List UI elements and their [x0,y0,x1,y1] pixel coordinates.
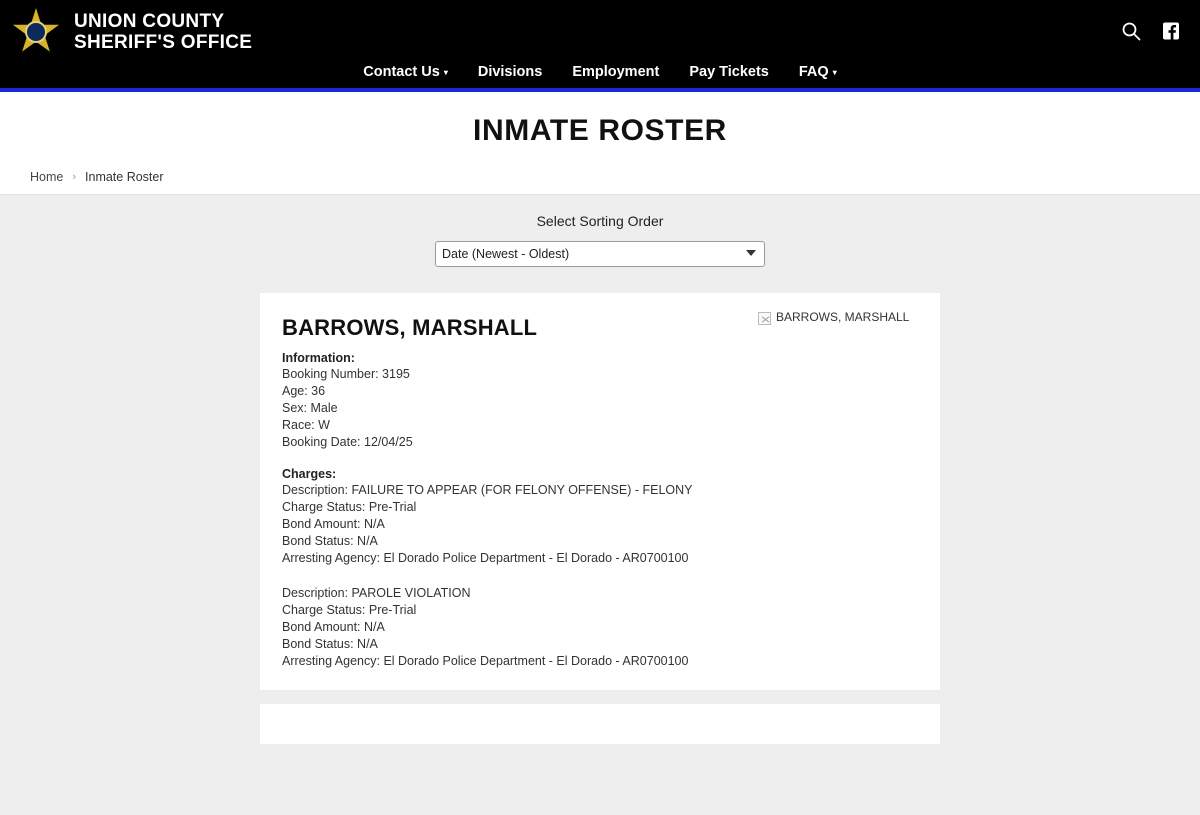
charge-status: Charge Status: Pre-Trial [282,500,417,514]
info-race: Race: W [282,418,330,432]
inmate-card [260,293,940,690]
chevron-down-icon: ▾ [832,67,837,77]
page-title: INMATE ROSTER [473,114,727,147]
nav-item-faq[interactable] [799,64,837,80]
charge-status: Charge Status: Pre-Trial [282,603,417,617]
brand-line-2: SHERIFF'S OFFICE [74,32,253,53]
chevron-down-icon: ▾ [443,67,448,77]
page-title-section [0,92,1200,162]
brand-text [74,11,252,54]
charge-item [282,585,918,670]
charges-section [282,467,918,670]
info-booking-date: Booking Date: 12/04/25 [282,435,413,449]
nav-label: Divisions [477,63,543,80]
page-content [0,195,1200,815]
facebook-icon[interactable] [1160,20,1182,42]
breadcrumb-separator-icon: › [72,171,77,183]
nav-item-pay-tickets[interactable] [689,64,769,80]
sorting-order-select[interactable] [435,241,765,267]
search-icon[interactable] [1120,20,1142,42]
site-brand[interactable] [0,0,252,56]
charge-bond-amount: Bond Amount: N/A [282,517,385,531]
inmate-photo [758,311,918,325]
brand-line-1: UNION COUNTY [74,10,225,32]
charges-heading: Charges: [282,467,337,481]
main-nav [0,55,1200,88]
charge-bond-status: Bond Status: N/A [282,534,378,548]
charge-item [282,482,918,567]
breadcrumb-current: Inmate Roster [85,170,164,184]
nav-item-contact-us[interactable] [363,64,448,80]
charge-arresting-agency: Arresting Agency: El Dorado Police Department - El Dorado - AR0700100 [282,654,689,668]
inmate-name: BARROWS, MARSHALL [282,315,538,340]
sorting-order-label: Select Sorting Order [536,213,664,229]
nav-label: Pay Tickets [689,63,769,80]
charge-arresting-agency: Arresting Agency: El Dorado Police Department - El Dorado - AR0700100 [282,551,689,565]
nav-label: Contact Us [363,63,440,80]
site-header [0,0,1200,88]
nav-item-divisions[interactable] [478,64,542,80]
information-heading: Information: [282,351,355,365]
charge-description: Description: FAILURE TO APPEAR (FOR FELONY OFFENSE) - FELONY [282,483,693,497]
charge-description: Description: PAROLE VIOLATION [282,586,471,600]
info-sex: Sex: Male [282,401,338,415]
charge-bond-amount: Bond Amount: N/A [282,620,385,634]
header-actions [1120,20,1182,42]
sorting-order-control [435,241,765,267]
nav-label: Employment [572,63,660,80]
breadcrumb-home-link[interactable]: Home [30,170,64,184]
nav-item-employment[interactable] [572,64,659,80]
broken-image-icon [758,312,771,325]
info-booking-number: Booking Number: 3195 [282,367,410,381]
info-age: Age: 36 [282,384,326,398]
inmate-photo-alt-text: BARROWS, MARSHALL [776,310,910,324]
nav-label: FAQ [798,63,829,80]
breadcrumb [0,162,1200,195]
sheriff-badge-icon [12,8,60,56]
charge-bond-status: Bond Status: N/A [282,637,378,651]
next-inmate-card-partial [260,704,940,744]
